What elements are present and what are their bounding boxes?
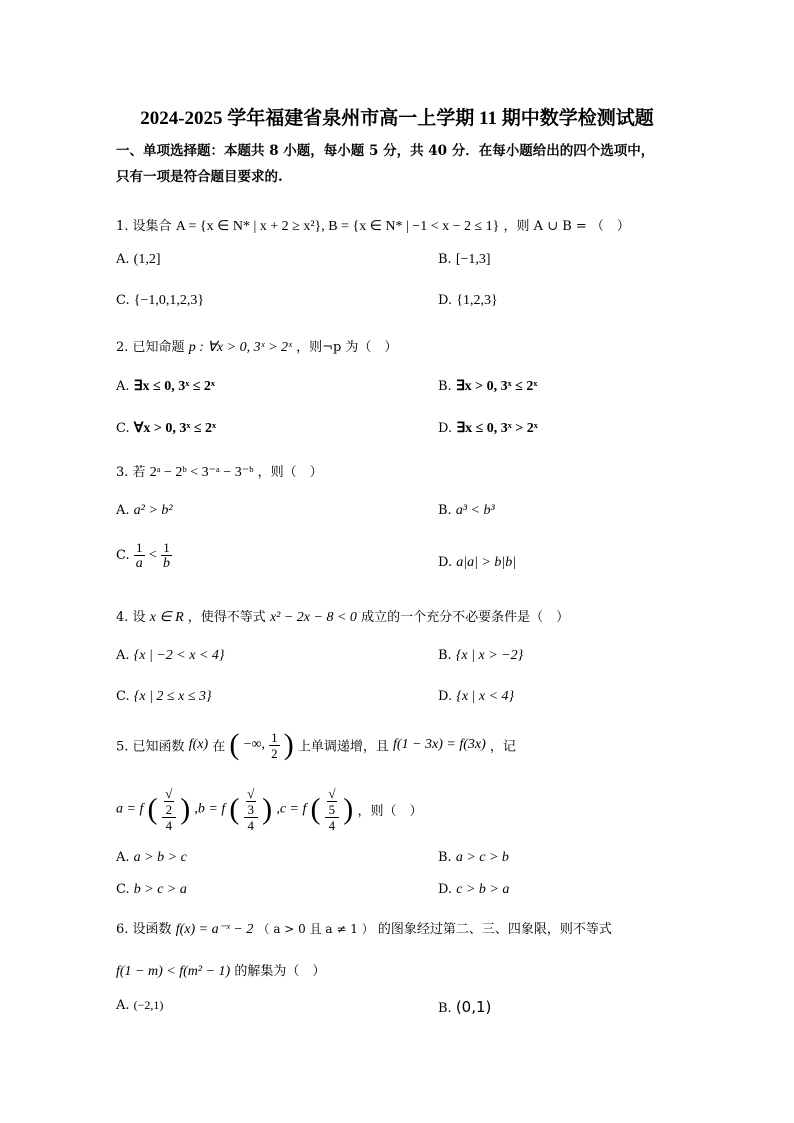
- question-3-prefix: 3. 若: [116, 465, 146, 480]
- question-4-math: x ∈ R: [149, 610, 184, 625]
- fraction-denominator: 4: [328, 818, 336, 833]
- option-text: a³ < b³: [455, 503, 495, 518]
- right-paren: ): [180, 792, 191, 826]
- q4-option-d: [438, 689, 514, 705]
- question-5-line2: [116, 786, 422, 833]
- q6-option-a: [116, 998, 163, 1013]
- def-a: a = f: [116, 801, 144, 817]
- question-6-line2: [116, 960, 325, 980]
- option-text: ∃x ≤ 0, 3ˣ > 2ˣ: [456, 421, 538, 436]
- option-text: [−1,3]: [455, 252, 491, 267]
- q3-option-c: [116, 540, 172, 571]
- question-6-inequality: f(1 − m) < f(m² − 1): [116, 964, 231, 979]
- fraction-one-half: [269, 730, 280, 761]
- q4-option-b: [438, 648, 523, 664]
- option-label: A.: [116, 379, 130, 394]
- question-1-prefix: 1. 设集合: [116, 219, 172, 234]
- option-label: B.: [438, 379, 452, 394]
- question-1: [116, 215, 630, 235]
- option-label: B.: [438, 252, 452, 267]
- q3-option-d: [438, 555, 516, 571]
- option-text: {1,2,3}: [456, 293, 498, 308]
- fraction-numerator: 1: [134, 540, 145, 556]
- question-5-function: f(x): [188, 737, 209, 752]
- question-5-suffix: ，记: [489, 739, 516, 755]
- fraction-sqrt3-over-4: [244, 786, 259, 833]
- option-text: a|a| > b|b|: [456, 555, 517, 570]
- q4-option-c: [116, 689, 212, 705]
- q5-option-a: [116, 850, 187, 866]
- q5-option-d: [438, 882, 509, 898]
- option-label: D.: [438, 421, 453, 436]
- q2-option-d: [438, 420, 538, 437]
- option-text: (−2,1): [133, 998, 164, 1012]
- option-text: (0,1): [455, 998, 492, 1016]
- question-3-math: 2ᵃ − 2ᵇ < 3⁻ᵃ − 3⁻ᵇ: [149, 465, 254, 480]
- question-1-math: A = {x ∈ N* | x + 2 ≥ x²}, B = {x ∈ N* | −1 < x − 2 ≤ 1}: [175, 219, 500, 234]
- right-paren: ): [343, 792, 354, 826]
- option-text: b > c > a: [133, 882, 187, 897]
- question-4-math2: x² − 2x − 8 < 0: [269, 610, 357, 625]
- option-text: {x | −2 < x < 4}: [133, 648, 225, 663]
- fraction-denominator: b: [162, 556, 170, 571]
- section-heading-line2: 只有一项是符合题目要求的.: [116, 169, 283, 185]
- option-text: (1,2]: [133, 252, 161, 267]
- left-paren: (: [147, 792, 158, 826]
- fraction-denominator: 2: [271, 745, 278, 761]
- option-label: A.: [116, 998, 130, 1013]
- option-label: B.: [438, 850, 452, 865]
- fraction-numerator: √ 5: [325, 786, 340, 818]
- question-5-prefix: 5. 已知函数: [116, 739, 185, 755]
- question-5-equation: f(1 − 3x) = f(3x): [393, 737, 486, 752]
- option-label: D.: [438, 555, 453, 570]
- left-paren: (: [229, 728, 240, 761]
- option-text: ∀x > 0, 3ˣ ≤ 2ˣ: [133, 421, 217, 436]
- q1-option-a: [116, 252, 161, 268]
- question-4-mid: ，使得不等式: [187, 610, 266, 625]
- question-2: [116, 336, 397, 356]
- option-text: {x | 2 ≤ x ≤ 3}: [133, 689, 212, 704]
- option-label: A.: [116, 850, 130, 865]
- option-text: {x | x > −2}: [455, 648, 524, 663]
- radicand: 5: [328, 802, 336, 817]
- q6-option-b: [438, 998, 491, 1016]
- section-heading-line1: 一、单项选择题：本题共 8 小题，每小题 5 分，共 40 分．在每小题给出的四个选项中，: [116, 143, 655, 159]
- question-6: [116, 918, 612, 938]
- fraction-sqrt2-over-4: [162, 786, 177, 833]
- q5-option-b: [438, 850, 509, 866]
- q1-option-b: [438, 252, 491, 268]
- option-text: a > b > c: [133, 850, 187, 865]
- question-6-line2-suffix: 的解集为（ ）: [234, 964, 326, 979]
- question-6-function: f(x) = a⁻ˣ − 2: [175, 922, 254, 937]
- question-5-mid: 上单调递增，且: [297, 739, 389, 755]
- page-title: 2024-2025 学年福建省泉州市高一上学期 11 期中数学检测试题: [140, 108, 654, 129]
- option-label: B.: [438, 503, 452, 518]
- option-label: C.: [116, 293, 130, 308]
- option-label: C.: [116, 689, 130, 704]
- option-text: ∃x ≤ 0, 3ˣ ≤ 2ˣ: [133, 379, 215, 394]
- option-text: c > b > a: [456, 882, 510, 897]
- fraction-1-over-a: [134, 540, 145, 571]
- option-label: A.: [116, 252, 130, 267]
- option-label: D.: [438, 689, 453, 704]
- right-paren: ): [262, 792, 273, 826]
- fraction-sqrt5-over-4: [325, 786, 340, 833]
- right-paren: ): [283, 728, 294, 761]
- option-text: a² > b²: [133, 503, 173, 518]
- def-b: ,b = f: [194, 801, 226, 817]
- q2-option-c: [116, 420, 216, 437]
- option-text: a > c > b: [455, 850, 509, 865]
- left-paren: (: [229, 792, 240, 826]
- fraction-denominator: a: [135, 556, 143, 571]
- fraction-numerator: 1: [161, 540, 172, 556]
- q4-option-a: [116, 648, 225, 664]
- question-1-suffix: ，则 A ∪ B = （ ）: [503, 219, 630, 234]
- fraction-numerator: √ 3: [244, 786, 259, 818]
- option-label: D.: [438, 882, 453, 897]
- option-label: C.: [116, 882, 130, 897]
- option-text: {x | x < 4}: [456, 689, 515, 704]
- option-label: C.: [116, 548, 130, 563]
- question-6-suffix: 的图象经过第二、三、四象限，则不等式: [377, 922, 612, 937]
- option-label: D.: [438, 293, 453, 308]
- fraction-denominator: 4: [247, 818, 255, 833]
- q1-option-d: [438, 293, 498, 309]
- question-5-line2-suffix: ，则（ ）: [357, 804, 423, 819]
- section-heading: [116, 138, 676, 190]
- option-text: {−1,0,1,2,3}: [133, 293, 205, 308]
- radicand: 2: [165, 802, 173, 817]
- fraction-numerator: √ 2: [162, 786, 177, 818]
- option-text: ∃x > 0, 3ˣ ≤ 2ˣ: [455, 379, 538, 394]
- q5-option-c: [116, 882, 187, 898]
- option-label: B.: [438, 648, 452, 663]
- question-2-prefix: 2. 已知命题: [116, 340, 185, 355]
- fraction-1-over-b: [161, 540, 172, 571]
- question-5: [116, 728, 516, 762]
- question-2-math: p : ∀x > 0, 3ˣ > 2ˣ: [188, 340, 292, 355]
- option-label: A.: [116, 503, 130, 518]
- left-paren: (: [310, 792, 321, 826]
- fraction-denominator: 4: [165, 818, 173, 833]
- interval-left: −∞,: [243, 737, 265, 752]
- question-5-in: 在: [212, 739, 226, 755]
- question-2-suffix: ，则¬p 为（ ）: [296, 340, 398, 355]
- q2-option-a: [116, 378, 215, 395]
- q2-option-b: [438, 378, 537, 395]
- question-4-prefix: 4. 设: [116, 610, 146, 625]
- question-4-suffix: 成立的一个充分不必要条件是（ ）: [361, 610, 570, 625]
- question-4: [116, 606, 569, 626]
- q3-option-a: [116, 503, 173, 519]
- question-6-condition: （ a > 0 且 a ≠ 1 ）: [257, 922, 374, 936]
- option-label: C.: [116, 421, 130, 436]
- question-3: [116, 461, 323, 481]
- question-3-suffix: ，则（ ）: [257, 465, 323, 480]
- q1-option-c: [116, 293, 204, 309]
- q3-option-b: [438, 503, 495, 519]
- option-label: B.: [438, 1001, 452, 1016]
- fraction-numerator: 1: [271, 729, 278, 745]
- radicand: 3: [247, 802, 255, 817]
- def-c: ,c = f: [276, 801, 307, 817]
- less-than-sign: <: [148, 547, 157, 563]
- question-6-prefix: 6. 设函数: [116, 922, 172, 937]
- option-label: A.: [116, 648, 130, 663]
